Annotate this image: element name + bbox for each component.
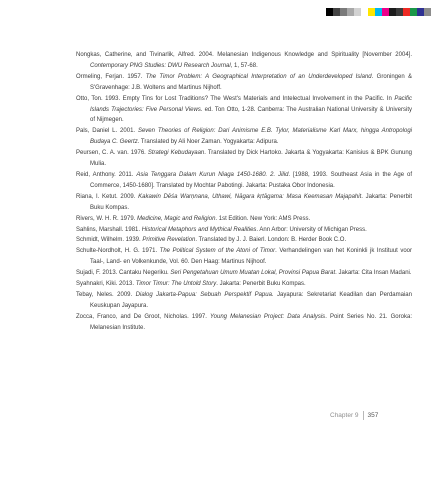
page-number: 357	[367, 412, 379, 419]
footer-divider	[363, 411, 364, 420]
reference-text: Peursen, C. A. van. 1976.	[76, 150, 148, 157]
reference-entry	[76, 312, 412, 334]
reference-title: The Timor Problem: A Geographical Interpretation of an Underdeveloped Island	[145, 73, 372, 80]
reference-entry	[76, 225, 412, 236]
reference-text: Otto, Ton. 1993. Empty Tins for Lost Traditions? The West's Materials and Intelectual Involvement in the Pacific. In	[76, 95, 395, 102]
reference-title: Timor Timur: The Untold Story	[135, 281, 217, 288]
reference-text: Pals, Daniel L. 2001.	[76, 128, 138, 135]
color-swatch	[375, 8, 382, 16]
reference-entry	[76, 126, 412, 148]
reference-entry	[76, 50, 412, 72]
reference-title: Kakawin Dēśa Warṇnana, Uthawi, Nāgara kṛtāgama: Masa Keemasan Majapahit	[138, 193, 362, 200]
color-swatch	[389, 8, 396, 16]
reference-text: Tebay, Neles. 2009.	[76, 291, 136, 298]
reference-title: Seri Pengetahuan Umum Muatan Lokal, Provinsi Papua Barat	[170, 270, 336, 277]
reference-text: . Jakarta: Penerbit Buku Kompas.	[90, 193, 412, 211]
reference-entry	[76, 279, 412, 290]
reference-text: . Ann Arbor: University of Michigan Press.	[256, 226, 367, 233]
reference-entry	[76, 246, 412, 268]
reference-entry	[76, 290, 412, 312]
reference-title: Contemporary PNG Studies: DWU Research Journal	[90, 62, 231, 69]
color-swatch	[368, 8, 375, 16]
reference-entry	[76, 72, 412, 94]
reference-text: . Translated by Dick Hartoko. Jakarta & Yogyakarta: Kanisius & BPK Gunung Mulia.	[90, 150, 413, 168]
reference-entry	[76, 214, 412, 225]
color-swatch	[382, 8, 389, 16]
reference-text: Rivers, W. H. R. 1979.	[76, 215, 138, 222]
reference-entry	[76, 235, 412, 246]
color-swatch	[340, 8, 347, 16]
reference-title: Historical Metaphors and Mythical Realities	[141, 226, 257, 233]
reference-title: Strategi Kebudayaan	[147, 150, 205, 157]
reference-entry	[76, 192, 412, 214]
print-color-bar	[326, 8, 431, 16]
reference-text: . Jakarta: Penerbit Buku Kompas.	[216, 281, 306, 288]
reference-entry	[76, 170, 412, 192]
reference-title: Pacific Islands Trajectories: Five Personal Views	[90, 95, 412, 113]
reference-text: Schulte-Nordholt, H. G. 1971.	[76, 248, 160, 255]
color-swatch	[417, 8, 424, 16]
reference-text: Riana, I. Ketut. 2009.	[76, 193, 139, 200]
reference-text: Schmidt, Wilhelm. 1939.	[76, 237, 143, 244]
reference-text: Syahnakri, Kiki. 2013.	[76, 281, 136, 288]
reference-entry	[76, 94, 412, 127]
color-swatch	[361, 8, 368, 16]
reference-text: Sahlins, Marshall. 1981.	[76, 226, 142, 233]
color-swatch	[410, 8, 417, 16]
reference-entry	[76, 268, 412, 279]
reference-text: Ormeling, Ferjan. 1957.	[76, 73, 146, 80]
color-swatch	[326, 8, 333, 16]
color-swatch	[354, 8, 361, 16]
reference-text: Nongkas, Catherine, and Tivinarlik, Alfred. 2004. Melanesian Indigenous Knowledge and Spirituality [November 2004].	[76, 52, 412, 58]
reference-title: Asia Tenggara Dalam Kurun Niaga 1450-1680. 2. Jilid	[136, 171, 289, 178]
reference-text: . Jayapura: Sekretariat Keadilan dan Perdamaian Keuskupan Jayapura.	[90, 291, 412, 309]
page-footer	[330, 411, 378, 420]
chapter-label: Chapter 9	[330, 412, 359, 419]
reference-text: . Groningen & S'Gravenhage: J.B. Woltens and Martinus Nijhoff.	[90, 73, 413, 91]
reference-text: . Jakarta: Cita Insan Madani.	[335, 270, 412, 277]
color-swatch	[396, 8, 403, 16]
reference-text: Reid, Anthony. 2011.	[76, 171, 137, 178]
reference-title: Primitive Revelation	[142, 237, 196, 244]
reference-text: . Translated by J. J. Baierl. London: B. Herder Book C.O.	[195, 237, 347, 244]
reference-text: . Verhandelingen van het Koninkli jk Instituut voor Taal-, Land- en Volkenkunde, Vol. 60. Den Haag: Martinus Nijhoof.	[90, 248, 412, 266]
reference-entry	[76, 148, 412, 170]
reference-text: . Translated by Ali Noer Zaman. Yogyakarta: Adipura.	[137, 139, 279, 146]
reference-list	[76, 50, 412, 334]
color-swatch	[424, 8, 431, 16]
reference-text: Sujadi, F. 2013. Cantaku Negeriku.	[76, 270, 171, 277]
reference-title: Seven Theories of Religion: Dari Animisme E.B. Tylor, Materialisme Karl Marx, hingga Antropologi Budaya C. Geertz	[90, 128, 412, 146]
reference-text: . [1988, 1993. Southeast Asia in the Age of Commerce, 1450-1680]. Translated by Mochtar Pabotingi. Jakarta: Pustaka Obor Indonesia.	[90, 171, 413, 189]
color-swatch	[403, 8, 410, 16]
reference-title: Young Melanesian Project: Data Analysis	[210, 313, 326, 320]
color-swatch	[347, 8, 354, 16]
color-swatch	[333, 8, 340, 16]
reference-title: The Political System of the Atoni of Timor	[159, 248, 276, 255]
reference-text: . ed. Ton Otto, 1-28. Canberra: The Australian National University & University of Nijmegen.	[90, 106, 413, 124]
reference-text: , 1, 57-68.	[230, 62, 258, 69]
reference-text: . Point Series No. 21. Goroka: Melanesian Institute.	[90, 313, 412, 331]
reference-title: Medicine, Magic and Religion	[137, 215, 216, 222]
reference-title: Dialog Jakarta-Papua: Sebuah Perspektif Papua	[135, 291, 272, 298]
reference-text: Zocca, Franco, and De Groot, Nicholas. 1997.	[76, 313, 210, 320]
reference-text: . 1st Edition. New York: AMS Press.	[215, 215, 311, 222]
